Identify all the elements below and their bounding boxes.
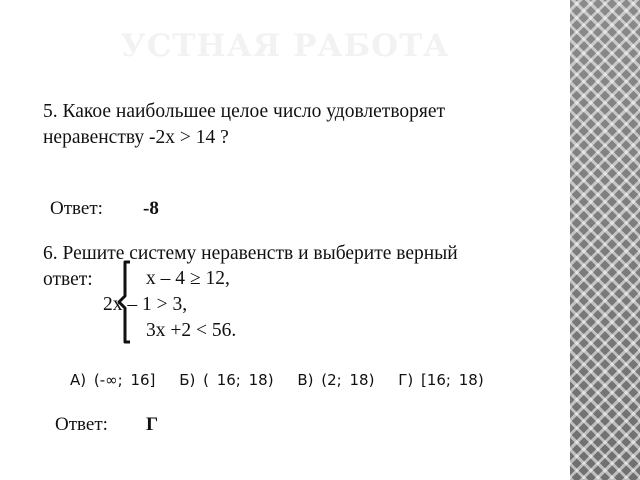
decorative-side-pattern [570,0,640,480]
answer-5-label: Ответ: [50,198,103,219]
option-a: А) (-∞; 16] [70,371,156,389]
option-d: Г) [16; 18) [398,371,484,389]
question-6-line-2-prefix: ответ: [43,269,93,290]
system-equation-1: х – 4 ≥ 12, [146,268,230,289]
answer-5-value: -8 [143,198,159,219]
question-5-line-1: 5. Какое наибольшее целое число удовлетворяет [43,101,446,122]
system-equation-3: 3х +2 < 56. [146,320,237,341]
answer-6-value: Г [146,414,159,435]
answer-options [70,371,500,389]
question-5-line-2: неравенству -2х > 14 ? [43,127,229,148]
option-c: В) (2; 18) [297,371,375,389]
system-equation-2: 2х – 1 > 3, [103,294,188,315]
question-5 [43,99,543,151]
answer-6-label: Ответ: [55,414,108,435]
question-6-line-1: 6. Решите систему неравенств и выберите верный [43,243,458,264]
option-b: Б) ( 16; 18) [179,371,274,389]
slide-title: УСТНАЯ РАБОТА [120,28,450,64]
